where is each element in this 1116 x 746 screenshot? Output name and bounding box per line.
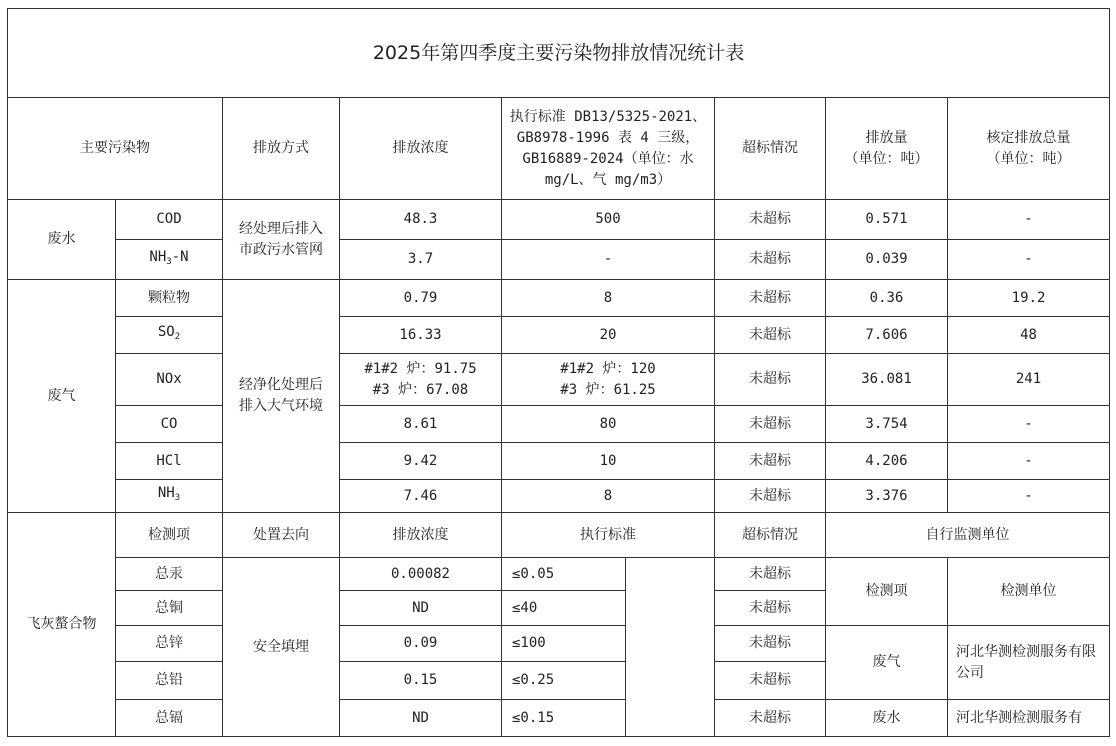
- standard: 10: [502, 443, 715, 480]
- monitor-unit: 河北华测检测服务有: [948, 700, 1110, 737]
- standard: 80: [502, 406, 715, 443]
- wastewater-method: [223, 200, 340, 280]
- exceed-status: 未超标: [715, 591, 826, 626]
- flyash-header-monitor: 自行监测单位: [826, 513, 1110, 558]
- approved-amount: -: [948, 480, 1110, 513]
- flyash-header-item: 检测项: [116, 513, 223, 558]
- flyash-item: 总铜: [116, 591, 223, 626]
- monitor-header-unit: 检测单位: [948, 558, 1110, 626]
- standard: 8: [502, 280, 715, 317]
- exceed-status: 未超标: [715, 317, 826, 354]
- item-so2: [116, 317, 223, 354]
- header-amount: [826, 98, 948, 200]
- standard: ≤0.05: [502, 558, 626, 591]
- wastegas-method-line1: 经净化处理后: [239, 377, 323, 393]
- wastewater-method-line1: 经处理后排入: [239, 220, 323, 237]
- formula-main: NH: [149, 248, 167, 265]
- concentration: [340, 354, 502, 406]
- header-standard-line2: GB8978-1996 表 4 三级，: [516, 129, 700, 146]
- flyash-item: 总铅: [116, 662, 223, 700]
- concentration-line1: #1#2 炉：91.75: [364, 360, 477, 377]
- wastegas-method-line2: 排入大气环境: [239, 398, 323, 414]
- approved-amount: 48: [948, 317, 1110, 354]
- exceed-status: 未超标: [715, 480, 826, 513]
- table-title: 2025年第四季度主要污染物排放情况统计表: [8, 9, 1110, 98]
- formula-subscript: 2: [174, 332, 181, 342]
- exceed-status: 未超标: [715, 700, 826, 737]
- flyash-item: 总汞: [116, 558, 223, 591]
- concentration: 16.33: [340, 317, 502, 354]
- approved-amount: -: [948, 443, 1110, 480]
- standard-line2: #3 炉：61.25: [560, 381, 656, 398]
- approved-amount: 19.2: [948, 280, 1110, 317]
- approved-amount: -: [948, 240, 1110, 280]
- flyash-header-exceed: 超标情况: [715, 513, 826, 558]
- concentration: ND: [340, 700, 502, 737]
- approved-amount: 241: [948, 354, 1110, 406]
- amount: 0.36: [826, 280, 948, 317]
- amount: 0.571: [826, 200, 948, 240]
- wastewater-method-line2: 市政污水管网: [239, 241, 323, 258]
- monitor-unit: 河北华测检测服务有限公司: [948, 626, 1110, 700]
- item-cod: COD: [116, 200, 223, 240]
- formula-main: SO: [157, 324, 175, 340]
- standard: -: [502, 240, 715, 280]
- table-row: [8, 240, 1110, 280]
- flyash-header-disposal: 处置去向: [223, 513, 340, 558]
- table-row: [8, 626, 1110, 662]
- concentration: 9.42: [340, 443, 502, 480]
- header-approved-line1: 核定排放总量: [986, 129, 1071, 146]
- standard: 8: [502, 480, 715, 513]
- flyash-item: 总锌: [116, 626, 223, 662]
- amount: 36.081: [826, 354, 948, 406]
- header-method: 排放方式: [223, 98, 340, 200]
- item-nox: NOx: [116, 354, 223, 406]
- category-flyash: 飞灰螯合物: [8, 513, 116, 737]
- concentration-line2: #3 炉：67.08: [372, 381, 469, 398]
- table-row: [8, 200, 1110, 240]
- wastegas-method: [223, 280, 340, 513]
- flyash-header-concentration: 排放浓度: [340, 513, 502, 558]
- concentration: 7.46: [340, 480, 502, 513]
- concentration: 3.7: [340, 240, 502, 280]
- standard: 20: [502, 317, 715, 354]
- category-wastegas: 废气: [8, 280, 116, 513]
- table-row: [8, 558, 1110, 591]
- pollutant-statistics-table: [7, 8, 1110, 737]
- flyash-header-standard: 执行标准: [502, 513, 715, 558]
- concentration: 0.09: [340, 626, 502, 662]
- table-row: [8, 443, 1110, 480]
- monitor-header-item: 检测项: [826, 558, 948, 626]
- table-row: [8, 280, 1110, 317]
- item-particulate: 颗粒物: [116, 280, 223, 317]
- amount: 7.606: [826, 317, 948, 354]
- header-amount-line2: （单位：吨）: [844, 150, 929, 167]
- exceed-status: 未超标: [715, 406, 826, 443]
- approved-amount: -: [948, 406, 1110, 443]
- amount: 3.376: [826, 480, 948, 513]
- item-nh3: [116, 480, 223, 513]
- header-standard-line3: GB16889-2024（单位：水: [522, 150, 694, 167]
- table-row: [8, 700, 1110, 737]
- header-exceed: 超标情况: [715, 98, 826, 200]
- exceed-status: 未超标: [715, 240, 826, 280]
- header-standard: [502, 98, 715, 200]
- blank-cell: [626, 558, 715, 737]
- item-hcl: HCl: [116, 443, 223, 480]
- exceed-status: 未超标: [715, 200, 826, 240]
- header-standard-line4: mg/L、气 mg/m3）: [544, 171, 672, 188]
- concentration: 0.79: [340, 280, 502, 317]
- formula-subscript: 3: [166, 256, 172, 267]
- exceed-status: 未超标: [715, 662, 826, 700]
- approved-amount: -: [948, 200, 1110, 240]
- header-approved-line2: （单位：吨）: [986, 150, 1071, 167]
- concentration: ND: [340, 591, 502, 626]
- table-row: [8, 317, 1110, 354]
- flyash-disposal: 安全填埋: [223, 558, 340, 737]
- monitor-item: 废水: [826, 700, 948, 737]
- standard: 500: [502, 200, 715, 240]
- standard: ≤0.25: [502, 662, 626, 700]
- standard-line1: #1#2 炉：120: [560, 360, 656, 377]
- header-approved: [948, 98, 1110, 200]
- table-row: [8, 480, 1110, 513]
- concentration: 0.15: [340, 662, 502, 700]
- standard: ≤100: [502, 626, 626, 662]
- table-row: [8, 406, 1110, 443]
- amount: 3.754: [826, 406, 948, 443]
- header-pollutant: 主要污染物: [8, 98, 223, 200]
- concentration: 8.61: [340, 406, 502, 443]
- standard: [502, 354, 715, 406]
- formula-main: NH: [157, 485, 175, 501]
- item-nh3n: [116, 240, 223, 280]
- amount: 4.206: [826, 443, 948, 480]
- formula-subscript: 3: [174, 493, 181, 503]
- header-standard-line1: 执行标准 DB13/5325-2021、: [509, 108, 707, 125]
- flyash-header-row: [8, 513, 1110, 558]
- flyash-item: 总镉: [116, 700, 223, 737]
- standard: ≤0.15: [502, 700, 626, 737]
- standard: ≤40: [502, 591, 626, 626]
- formula-tail: -N: [171, 248, 189, 265]
- concentration: 48.3: [340, 200, 502, 240]
- header-concentration: 排放浓度: [340, 98, 502, 200]
- category-wastewater: 废水: [8, 200, 116, 280]
- header-amount-line1: 排放量: [865, 129, 908, 146]
- amount: 0.039: [826, 240, 948, 280]
- exceed-status: 未超标: [715, 443, 826, 480]
- exceed-status: 未超标: [715, 280, 826, 317]
- concentration: 0.00082: [340, 558, 502, 591]
- exceed-status: 未超标: [715, 354, 826, 406]
- exceed-status: 未超标: [715, 626, 826, 662]
- exceed-status: 未超标: [715, 558, 826, 591]
- table-row: [8, 354, 1110, 406]
- monitor-item: 废气: [826, 626, 948, 700]
- item-co: CO: [116, 406, 223, 443]
